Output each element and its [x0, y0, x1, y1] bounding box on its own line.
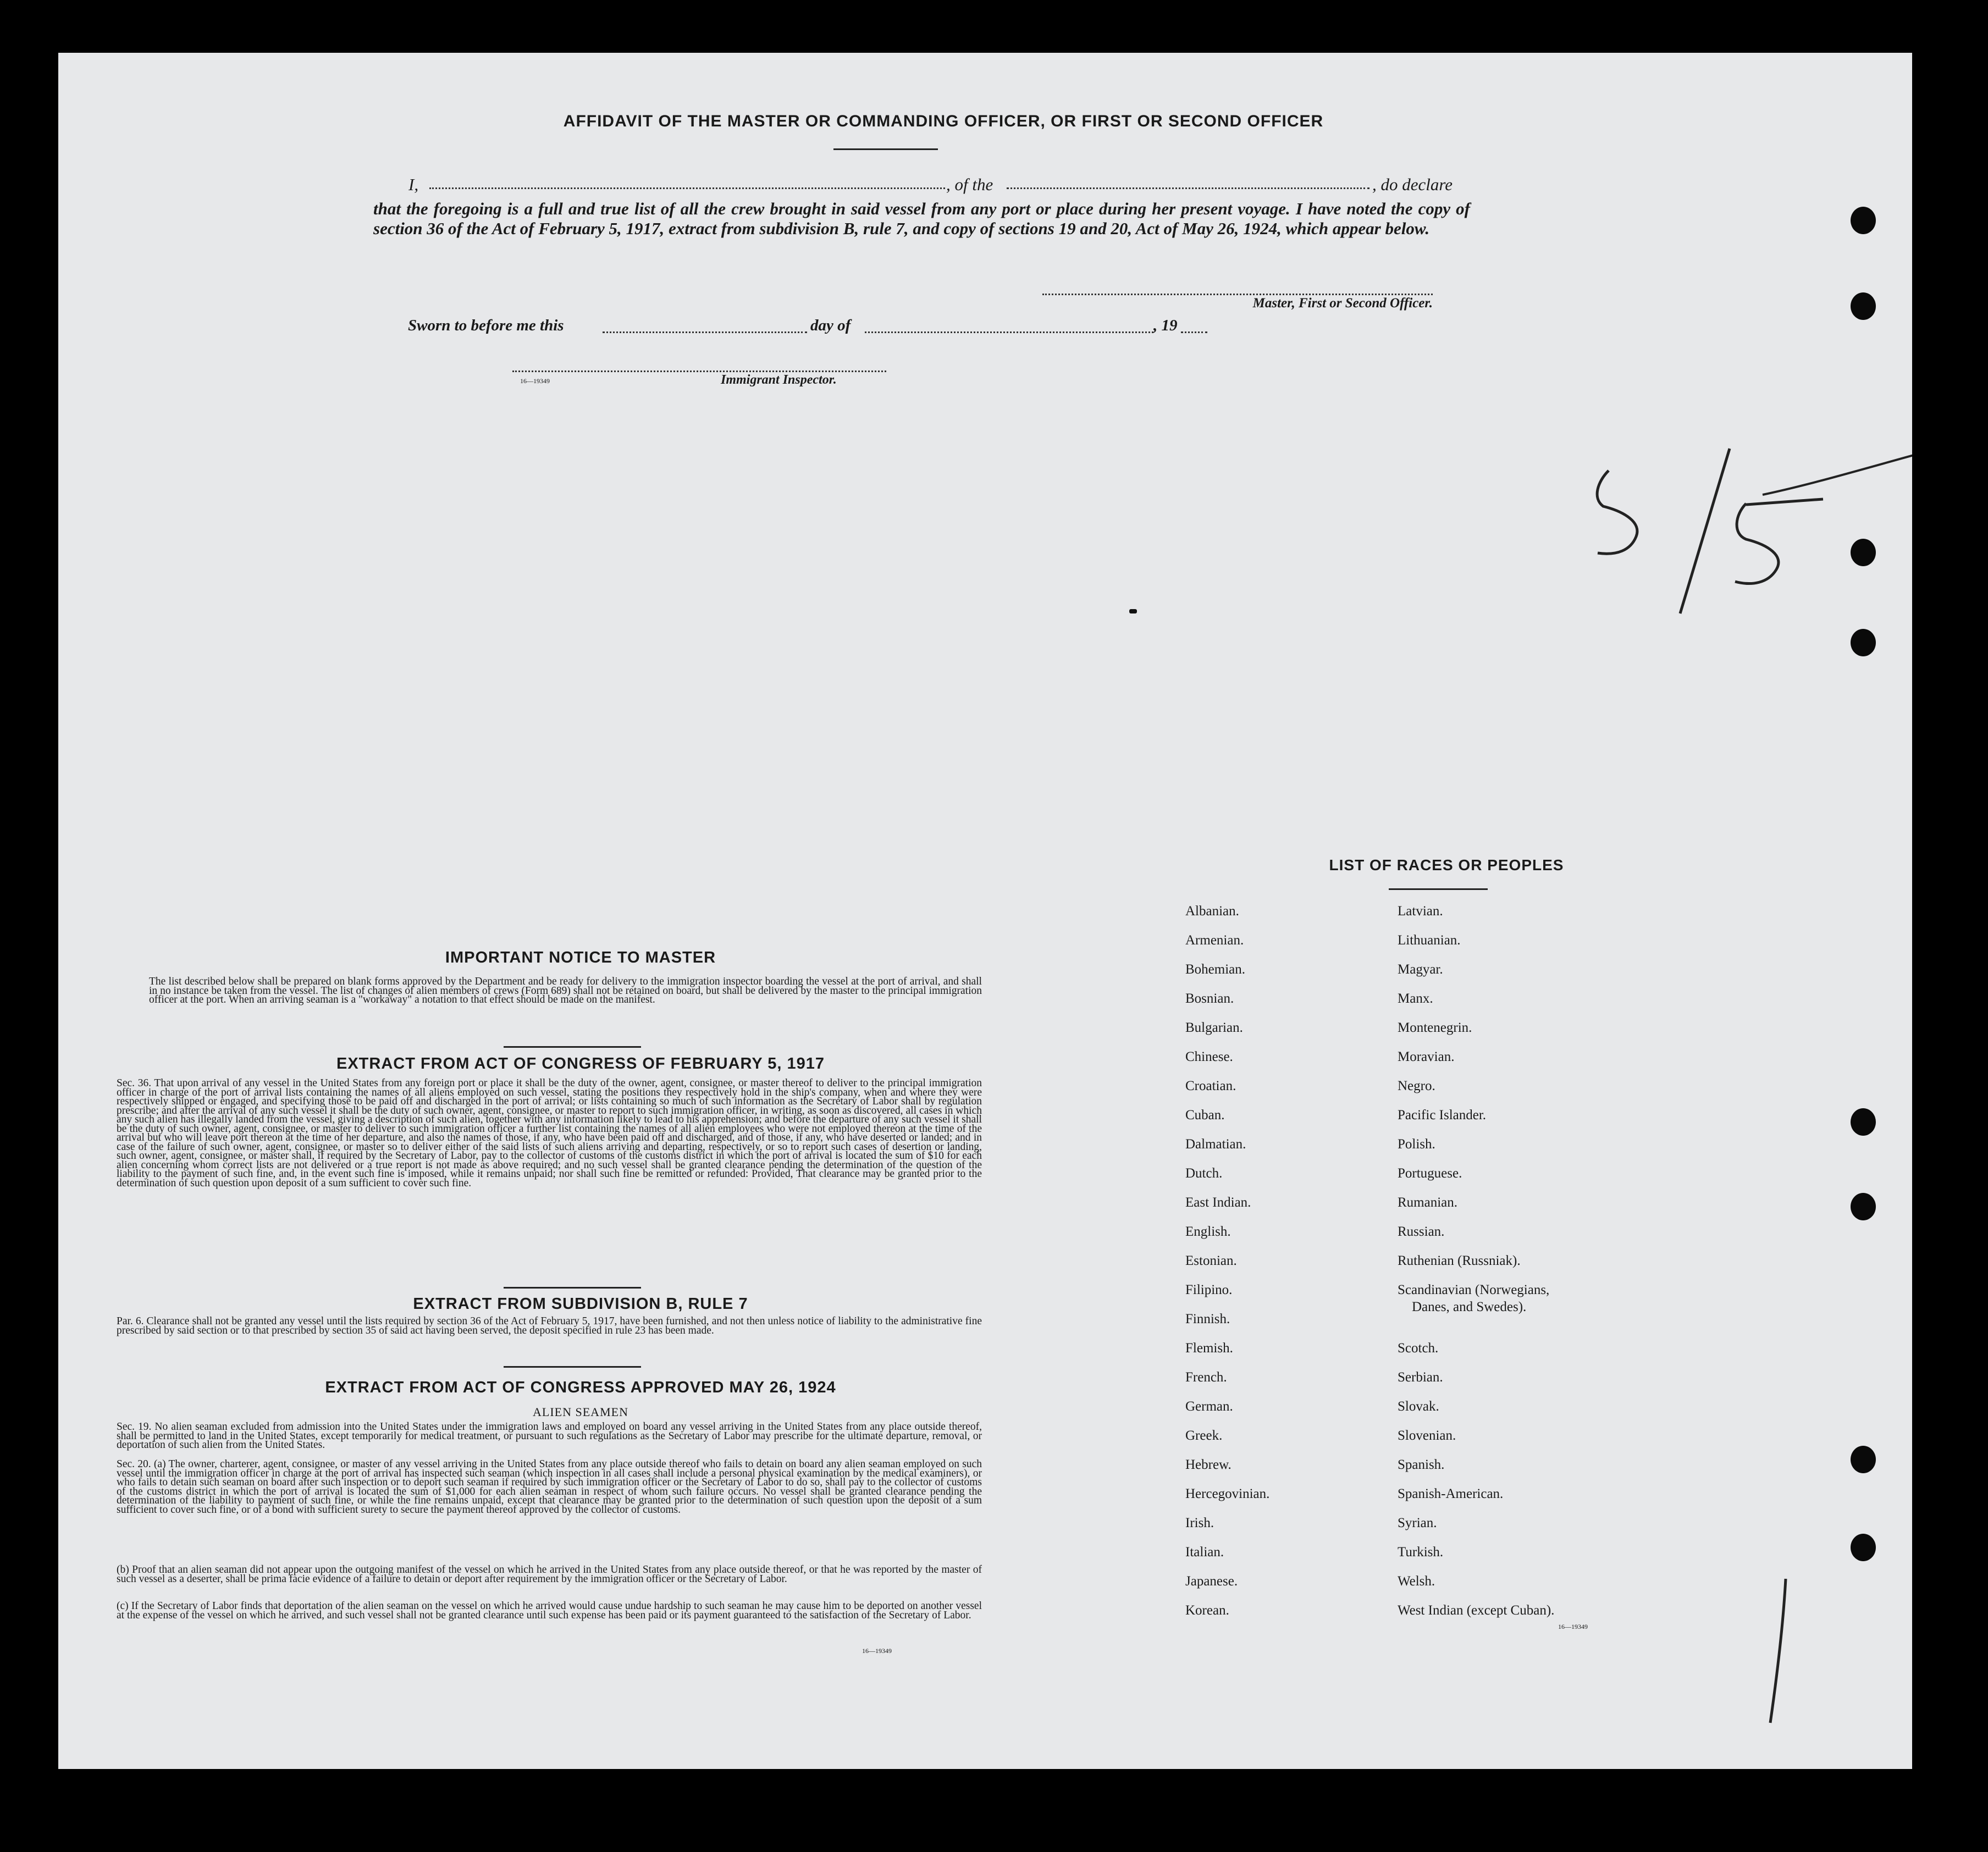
race-item: Dalmatian.	[1185, 1137, 1246, 1152]
race-item: Ruthenian (Russniak).	[1398, 1253, 1521, 1268]
race-item: Lithuanian.	[1398, 933, 1461, 948]
extract-rule7-body: Par. 6. Clearance shall not be granted any vessel until the lists required by section 36 of the Act of February 5, 1917, have been furnished, and not then unless notice of liability to the administrative fine prescribed by said section or to that prescribed by section 35 of said act having been served, the deposit specified in rule 23 has been made.	[117, 1315, 982, 1336]
race-item: Latvian.	[1398, 904, 1443, 919]
punch-hole	[1851, 1446, 1876, 1473]
race-item: West Indian (except Cuban).	[1398, 1603, 1555, 1618]
extract-1924-title: EXTRACT FROM ACT OF CONGRESS APPROVED MAY 26, 1924	[325, 1379, 836, 1396]
race-item: Korean.	[1185, 1603, 1229, 1618]
race-item: East Indian.	[1185, 1195, 1251, 1210]
form-sheet	[58, 53, 1912, 1769]
race-item: Syrian.	[1398, 1516, 1437, 1530]
race-item: Finnish.	[1185, 1312, 1230, 1326]
affidavit-of-the: , of the	[946, 175, 993, 194]
divider-3	[504, 1366, 641, 1368]
race-item: Scotch.	[1398, 1341, 1439, 1356]
notice-body: The list described below shall be prepared on blank forms approved by the Department and be ready for delivery to the immigration inspector boarding the vessel at the port of arrival, and shall in no instance be taken from the vessel. The list of changes of alien members of crews (Form 689) shall not be retained on board, but shall be delivered by the master to the principal immigration officer at the port. When an arriving seaman is a "workaway" a notation to that effect should be made on the manifest.	[149, 976, 982, 1005]
races-title: LIST OF RACES OR PEOPLES	[1329, 856, 1564, 874]
race-item: Italian.	[1185, 1545, 1224, 1560]
race-item: Dutch.	[1185, 1166, 1223, 1181]
extract-rule7-title: EXTRACT FROM SUBDIVISION B, RULE 7	[413, 1295, 748, 1313]
punch-hole	[1851, 207, 1876, 234]
race-item: Turkish.	[1398, 1545, 1444, 1560]
vessel-blank[interactable]	[1007, 175, 1369, 189]
notice-title: IMPORTANT NOTICE TO MASTER	[445, 949, 716, 966]
sworn-year: , 19	[1153, 317, 1178, 334]
punch-hole	[1851, 1193, 1876, 1220]
race-item: Croatian.	[1185, 1079, 1236, 1093]
race-item: Moravian.	[1398, 1049, 1455, 1064]
race-item: Irish.	[1185, 1516, 1214, 1530]
race-item: Flemish.	[1185, 1341, 1233, 1356]
race-item: Magyar.	[1398, 962, 1443, 977]
race-item: Hebrew.	[1185, 1457, 1232, 1472]
extract-1924-subtitle: ALIEN SEAMEN	[533, 1405, 628, 1419]
title-divider	[833, 148, 938, 150]
race-item: Bosnian.	[1185, 991, 1234, 1006]
punch-hole	[1851, 1534, 1876, 1561]
affidavit-i: I,	[408, 175, 419, 194]
punch-hole	[1851, 292, 1876, 320]
punch-hole	[1851, 629, 1876, 656]
race-item: Welsh.	[1398, 1574, 1435, 1589]
extract-1924-sec20b: (b) Proof that an alien seaman did not appear upon the outgoing manifest of the vessel on which he arrived in the United States from any place outside thereof, or that he was reported by the master of such vessel as a deserter, shall be prima facie evidence of a failure to detain or deport after requirement by the immigration officer or the Secretary of Labor.	[117, 1564, 982, 1585]
race-item: Polish.	[1398, 1137, 1435, 1152]
race-item: Japanese.	[1185, 1574, 1238, 1589]
race-item: Bulgarian.	[1185, 1020, 1243, 1035]
race-item: Cuban.	[1185, 1108, 1225, 1123]
race-item: Bohemian.	[1185, 962, 1246, 977]
divider-2	[504, 1287, 641, 1289]
race-item: Russian.	[1398, 1224, 1445, 1239]
extract-1924-sec20a: Sec. 20. (a) The owner, charterer, agent, consignee, or master of any vessel arriving in the United States from any place outside thereof who fails to detain on board any alien seaman employed on such vessel until the immigration officer in charge at the port of arrival has inspected such seaman (which inspection in all cases shall include a personal physical examination by the medical examiners), or who fails to detain such seaman on board after such inspection or to deport such seaman if required by such immigration officer or the Secretary of Labor to do so, shall pay to the collector of customs of the customs district in which the port of arrival is located the sum of $1,000 for each alien seaman in respect of whom such failure occurs. No vessel shall be granted clearance pending the determination of the liability to payment of such fine, or while the fine remains unpaid, except that clearance may be granted prior to the determination of such question upon the deposit of a sum sufficient to cover such fine, or of a bond with sufficient surety to secure the payment thereof approved by the collector of customs.	[117, 1458, 982, 1516]
race-item: Chinese.	[1185, 1049, 1233, 1064]
inspector-signature-line[interactable]	[512, 365, 886, 372]
race-item: Estonian.	[1185, 1253, 1237, 1268]
divider-1	[504, 1046, 641, 1048]
race-item: Negro.	[1398, 1079, 1435, 1093]
master-signature-label: Master, First or Second Officer.	[1252, 296, 1433, 311]
extract-1924-sec19: Sec. 19. No alien seaman excluded from admission into the United States under the immigration laws and employed on board any vessel arriving in the United States from any place outside thereof, shall be permitted to land in the United States, except temporarily for medical treatment, or pursuant to such regulations as the Secretary of Labor may prescribe for the ultimate departure, removal, or deportation of such alien from the United States.	[117, 1421, 982, 1451]
affidavit-body: that the foregoing is a full and true list of all the crew brought in said vessel from any port or place during her present voyage. I have noted the copy of section 36 of the Act of February 5, 1917, extract from subdivision B, rule 7, and copy of sections 19 and 20, Act of May 26, 1924, which appear below.	[373, 199, 1470, 238]
form-number-top: 16—19349	[520, 377, 550, 385]
race-item: Spanish-American.	[1398, 1486, 1504, 1501]
race-item: Hercegovinian.	[1185, 1486, 1270, 1501]
affidavit-declare: , do declare	[1372, 175, 1453, 194]
sworn-year-blank[interactable]	[1181, 320, 1207, 333]
form-number-races: 16—19349	[1558, 1623, 1588, 1630]
race-item: Rumanian.	[1398, 1195, 1458, 1210]
affidavit-title: AFFIDAVIT OF THE MASTER OR COMMANDING OFFICER, OR FIRST OR SECOND OFFICER	[563, 112, 1324, 130]
pencil-stroke	[1763, 1575, 1807, 1729]
race-item: Spanish.	[1398, 1457, 1445, 1472]
race-item: German.	[1185, 1399, 1233, 1414]
race-item: Slovenian.	[1398, 1428, 1456, 1443]
sworn-prefix: Sworn to before me this	[408, 317, 564, 334]
sworn-day-of: day of	[810, 317, 851, 334]
name-blank[interactable]	[429, 175, 945, 189]
extract-1924-sec20c: (c) If the Secretary of Labor finds that deportation of the alien seaman on the vessel on which he arrived would cause undue hardship to such seaman he may cause him to be deported on another vessel at the expense of the vessel on which he arrived, and such vessel shall not be granted clearance until such expense has been paid or its payment guaranteed to the satisfaction of the Secretary of Labor.	[117, 1600, 982, 1621]
inspector-label: Immigrant Inspector.	[721, 373, 837, 387]
sworn-day-blank[interactable]	[603, 320, 807, 333]
race-item: Serbian.	[1398, 1370, 1443, 1385]
race-item: Manx.	[1398, 991, 1433, 1006]
race-item: Armenian.	[1185, 933, 1244, 948]
race-item: French.	[1185, 1370, 1227, 1385]
race-item: English.	[1185, 1224, 1231, 1239]
master-signature-line[interactable]	[1042, 288, 1433, 295]
punch-hole	[1851, 539, 1876, 566]
race-item: Montenegrin.	[1398, 1020, 1472, 1035]
race-item: Portuguese.	[1398, 1166, 1462, 1181]
form-number-bottom-left: 16—19349	[862, 1647, 892, 1655]
race-item: Scandinavian (Norwegians,	[1398, 1282, 1550, 1297]
race-item: Greek.	[1185, 1428, 1223, 1443]
extract-1917-body: Sec. 36. That upon arrival of any vessel in the United States from any foreign port or place it shall be the duty of the owner, agent, consignee, or master thereof to deliver to the principal immigration officer in charge of the port of arrival lists containing the names of all aliens employed on such vessel, stating the positions they respectively hold in the ship's company, when and where they were respectively shipped or engaged, and specifying those to be paid off and discharged in the port of arrival; or lists containing so much of such information as the Secretary of Labor shall by regulation prescribe; and after the arrival of any such vessel it shall be the duty of such owner, agent, consignee, or master to report to such immigration officer, in writing, as soon as discovered, all cases in which any such alien has illegally landed from the vessel, giving a description of such alien, together with any information likely to lead to his apprehension; and before the departure of any such vessel it shall be the duty of such owner, agent, consignee, or master to deliver to such immigration officer a further list containing the names of all alien employees who were not employed thereon at the time of the arrival but who will leave port thereon at the time of her departure, and also the names of those, if any, who have been paid off and discharged, and of those, if any, who have deserted or landed; and in case of the failure of such owner, agent, consignee, or master so to deliver either of the said lists of such aliens arriving and departing, respectively, or so to report such cases of desertion or landing, such owner, agent, consignee, or master shall, if required by the Secretary of Labor, pay to the collector of customs of the customs district in which the port of arrival is located the sum of $10 for each alien concerning whom correct lists are not delivered or a true report is not made as above required; and no such vessel shall be granted clearance pending the determination of the question of the liability to the payment of such fine, and, in the event such fine is imposed, while it remains unpaid; nor shall such fine be remitted or refunded: Provided, That clearance may be granted prior to the determination of such question upon deposit of a sum sufficient to cover such fine.	[117, 1077, 982, 1189]
race-item: Slovak.	[1398, 1399, 1439, 1414]
race-item: Pacific Islander.	[1398, 1108, 1487, 1123]
races-divider	[1389, 888, 1488, 890]
race-item-continuation: Danes, and Swedes).	[1412, 1300, 1527, 1314]
sworn-month-blank[interactable]	[865, 320, 1153, 333]
ink-speck	[1129, 609, 1137, 613]
punch-hole	[1851, 1108, 1876, 1136]
extract-1917-title: EXTRACT FROM ACT OF CONGRESS OF FEBRUARY 5, 1917	[336, 1055, 825, 1072]
race-item: Filipino.	[1185, 1282, 1233, 1297]
race-item: Albanian.	[1185, 904, 1239, 919]
